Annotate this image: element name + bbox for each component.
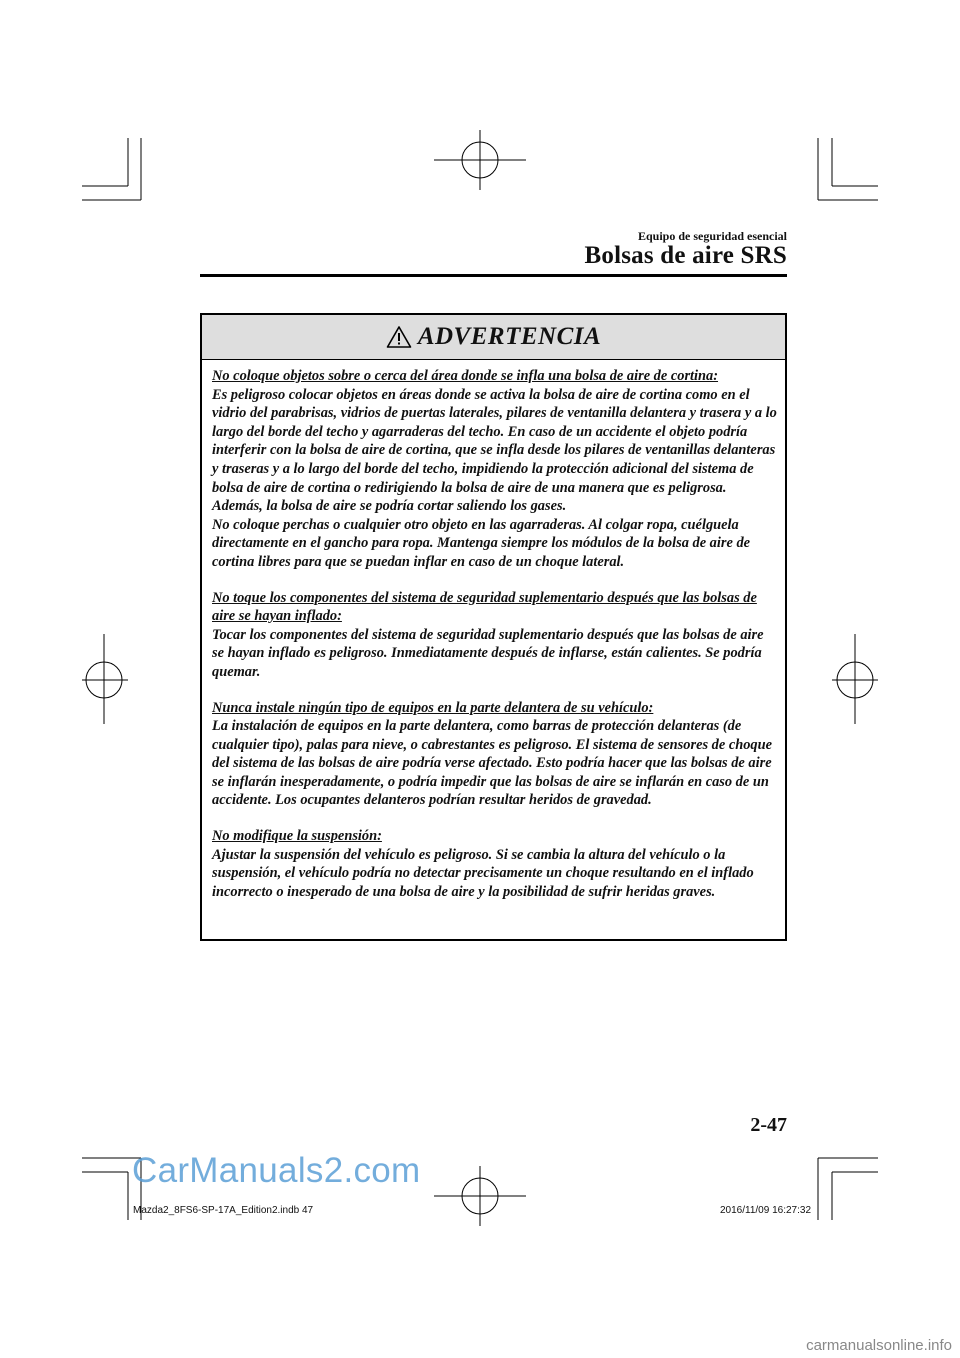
- carmanuals-logo: CarManuals2.com: [132, 1151, 421, 1190]
- page-number: 2-47: [750, 1114, 787, 1136]
- warning-text: Tocar los componentes del sistema de seguridad suplementario después que las bolsas de aire se hayan inflado es peligroso. Inmediatamente después de inflarse, están calientes. Se podría quemar.: [212, 626, 764, 680]
- warning-heading: No modifique la suspensión:: [212, 828, 382, 845]
- warning-heading: No coloque objetos sobre o cerca del área donde se infla una bolsa de aire de cortina:: [212, 368, 719, 384]
- header-divider: [200, 274, 787, 277]
- warning-header: [202, 315, 785, 360]
- page-title: Bolsas de aire SRS: [584, 242, 787, 269]
- warning-text: La instalación de equipos en la parte delantera, como barras de protección delanteras (de cualquier tipo), palas para nieve, o cabrestantes es peligroso. El sistema de sensores de choque del sistema de las bolsas de aire podría verse afectado. Esto podría hacer que las bolsas de aire se inflarán inesperadamente, o podría impedir que las bolsas de aire se inflarán en caso de un accidente. Los ocupantes delanteros podrían resultar heridos de gravedad.: [212, 718, 773, 809]
- warning-text: Es peligroso colocar objetos en áreas donde se activa la bolsa de aire de cortina como en el vidrio del parabrisas, vidrios de puertas laterales, pilares de ventanilla delantera y trasera y a lo largo del borde del techo y agarraderas del techo. En caso de un accidente el objeto podría interferir con la bolsa de aire de cortina, que se infla desde los pilares de ventanillas delanteras y traseras y a lo largo del borde del techo, impidiendo la protección adicional del sistema de bolsa de aire de cortina o redirigiendo la bolsa de aire de una manera que es peligrosa. Además, la bolsa de aire se podría cortar saliendo los gases.: [212, 386, 777, 515]
- warning-block-curtain-airbag: [212, 367, 777, 572]
- warning-heading: No toque los componentes del sistema de seguridad suplementario después que las bolsas de aire se hayan inflado:: [212, 589, 757, 625]
- warning-heading: Nunca instale ningún tipo de equipos en la parte delantera de su vehículo:: [212, 699, 654, 716]
- warning-block-srs-components: [212, 589, 777, 682]
- warning-title: ADVERTENCIA: [417, 323, 602, 350]
- warning-triangle-icon: [386, 325, 412, 349]
- print-timestamp: 2016/11/09 16:27:32: [720, 1205, 812, 1216]
- warning-text: Ajustar la suspensión del vehículo es peligroso. Si se cambia la altura del vehículo o la suspensión, el vehículo podría no detectar precisamente un choque resultando en el inflado incorrecto o inesperado de una bolsa de aire y la posibilidad de sufrir heridas graves.: [212, 846, 754, 900]
- warning-box: [200, 313, 787, 941]
- warning-text: No coloque perchas o cualquier otro objeto en las agarraderas. Al colgar ropa, cuélguela directamente en el gancho para ropa. Mantenga siempre los módulos de la bolsa de aire de cortina libres para que se puedan inflar en caso de un choque lateral.: [212, 516, 751, 570]
- section-name: Equipo de seguridad esencial: [637, 229, 787, 243]
- print-file-name: Mazda2_8FS6-SP-17A_Edition2.indb 47: [133, 1205, 314, 1216]
- warning-block-suspension: [212, 827, 777, 901]
- site-watermark: carmanualsonline.info: [806, 1337, 952, 1354]
- warning-body: [202, 360, 785, 901]
- warning-block-front-equipment: [212, 699, 777, 811]
